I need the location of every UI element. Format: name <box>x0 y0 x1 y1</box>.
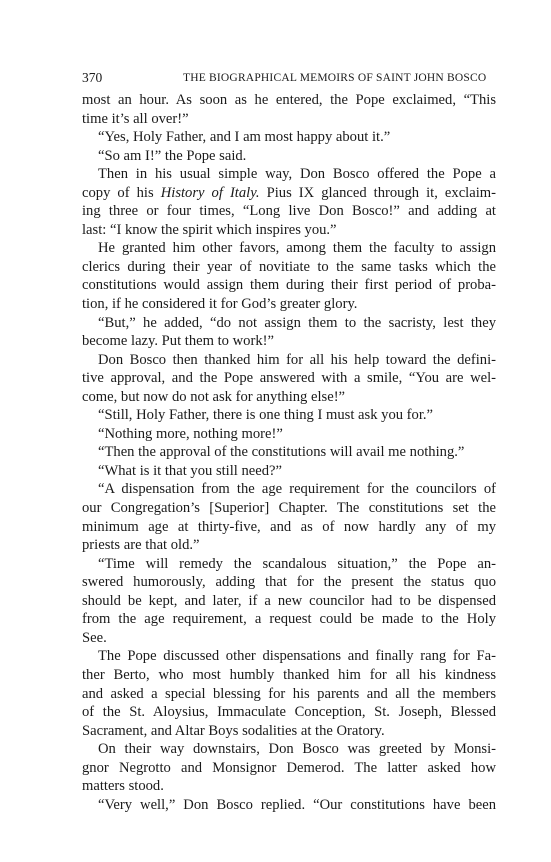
text-line: our Congregation’s [Superior] Chapter. The constitutions set the <box>82 500 496 517</box>
text-line <box>82 184 496 203</box>
text-line: “Very well,” Don Bosco replied. “Our constitutions have been <box>98 796 496 813</box>
text-line: “So am I!” the Pope said. <box>98 147 247 164</box>
text-line: should be kept, and later, if a new councilor had to be dispensed <box>82 592 496 609</box>
text-line: minimum age at thirty-five, and as of now hardly any of my <box>82 518 496 535</box>
text-line: “Nothing more, nothing more!” <box>98 425 283 442</box>
text-line: “But,” he added, “do not assign them to the sacristy, lest they <box>98 314 496 331</box>
text-line: tive approval, and the Pope answered with a smile, “You are wel- <box>82 370 496 387</box>
text-line: time it’s all over!” <box>82 110 189 127</box>
text-line: “Then the approval of the constitutions will avail me nothing.” <box>98 444 465 461</box>
text-line: ther Berto, who most humbly thanked him for all his kindness <box>82 666 496 683</box>
text-line: “Still, Holy Father, there is one thing I must ask you for.” <box>98 407 434 424</box>
text-line: priests are that old.” <box>82 537 200 554</box>
text-line: “Yes, Holy Father, and I am most happy about it.” <box>98 129 391 146</box>
text-line: most an hour. As soon as he entered, the Pope exclaimed, “This <box>82 92 496 108</box>
text-line: The Pope discussed other dispensations and finally rang for Fa- <box>98 648 496 665</box>
text-line: Don Bosco then thanked him for all his help toward the defini- <box>98 351 496 368</box>
text-line: tion, if he considered it for God’s greater glory. <box>82 296 358 313</box>
text-line: “Time will remedy the scandalous situation,” the Pope an- <box>98 555 496 572</box>
text-line: “A dispensation from the age requirement for the councilors of <box>98 481 496 498</box>
text-line: from the age requirement, a request could be made to the Holy <box>82 611 496 628</box>
text-line: last: “I know the spirit which inspires you.” <box>82 221 337 238</box>
page-number: 370 <box>82 70 103 85</box>
text-line: See. <box>82 629 107 646</box>
text-line: come, but now do not ask for anything else!” <box>82 388 346 405</box>
text-segment: copy of his <box>82 184 161 201</box>
body-text <box>82 91 496 814</box>
text-line: constitutions would assign them during their first period of proba- <box>82 277 496 294</box>
book-title-italic: History of Italy. <box>160 184 260 201</box>
text-line: and asked a special blessing for his parents and all the members <box>82 685 496 702</box>
text-line: swered humorously, adding that for the present the status quo <box>82 574 496 591</box>
running-head <box>82 68 502 88</box>
running-title: THE BIOGRAPHICAL MEMOIRS OF SAINT JOHN BOSCO <box>183 72 487 84</box>
text-line: Sacrament, and Altar Boys sodalities at the Oratory. <box>82 722 385 739</box>
text-line: He granted him other favors, among them the faculty to assign <box>98 240 496 257</box>
text-line: “What is it that you still need?” <box>98 462 282 479</box>
text-line: gnor Negrotto and Monsignor Demerod. The latter asked how <box>82 759 496 776</box>
text-segment: Pius IX glanced through it, exclaim- <box>259 184 496 201</box>
text-line: On their way downstairs, Don Bosco was greeted by Monsi- <box>98 741 496 758</box>
text-line: matters stood. <box>82 778 164 795</box>
text-line: of the St. Aloysius, Immaculate Conception, St. Joseph, Blessed <box>82 704 496 721</box>
text-line: clerics during their year of novitiate to the same tasks which the <box>82 258 496 275</box>
text-line: Then in his usual simple way, Don Bosco offered the Pope a <box>98 166 496 183</box>
text-line: become lazy. Put them to work!” <box>82 333 274 350</box>
text-line: ing three or four times, “Long live Don Bosco!” and adding at <box>82 203 496 220</box>
